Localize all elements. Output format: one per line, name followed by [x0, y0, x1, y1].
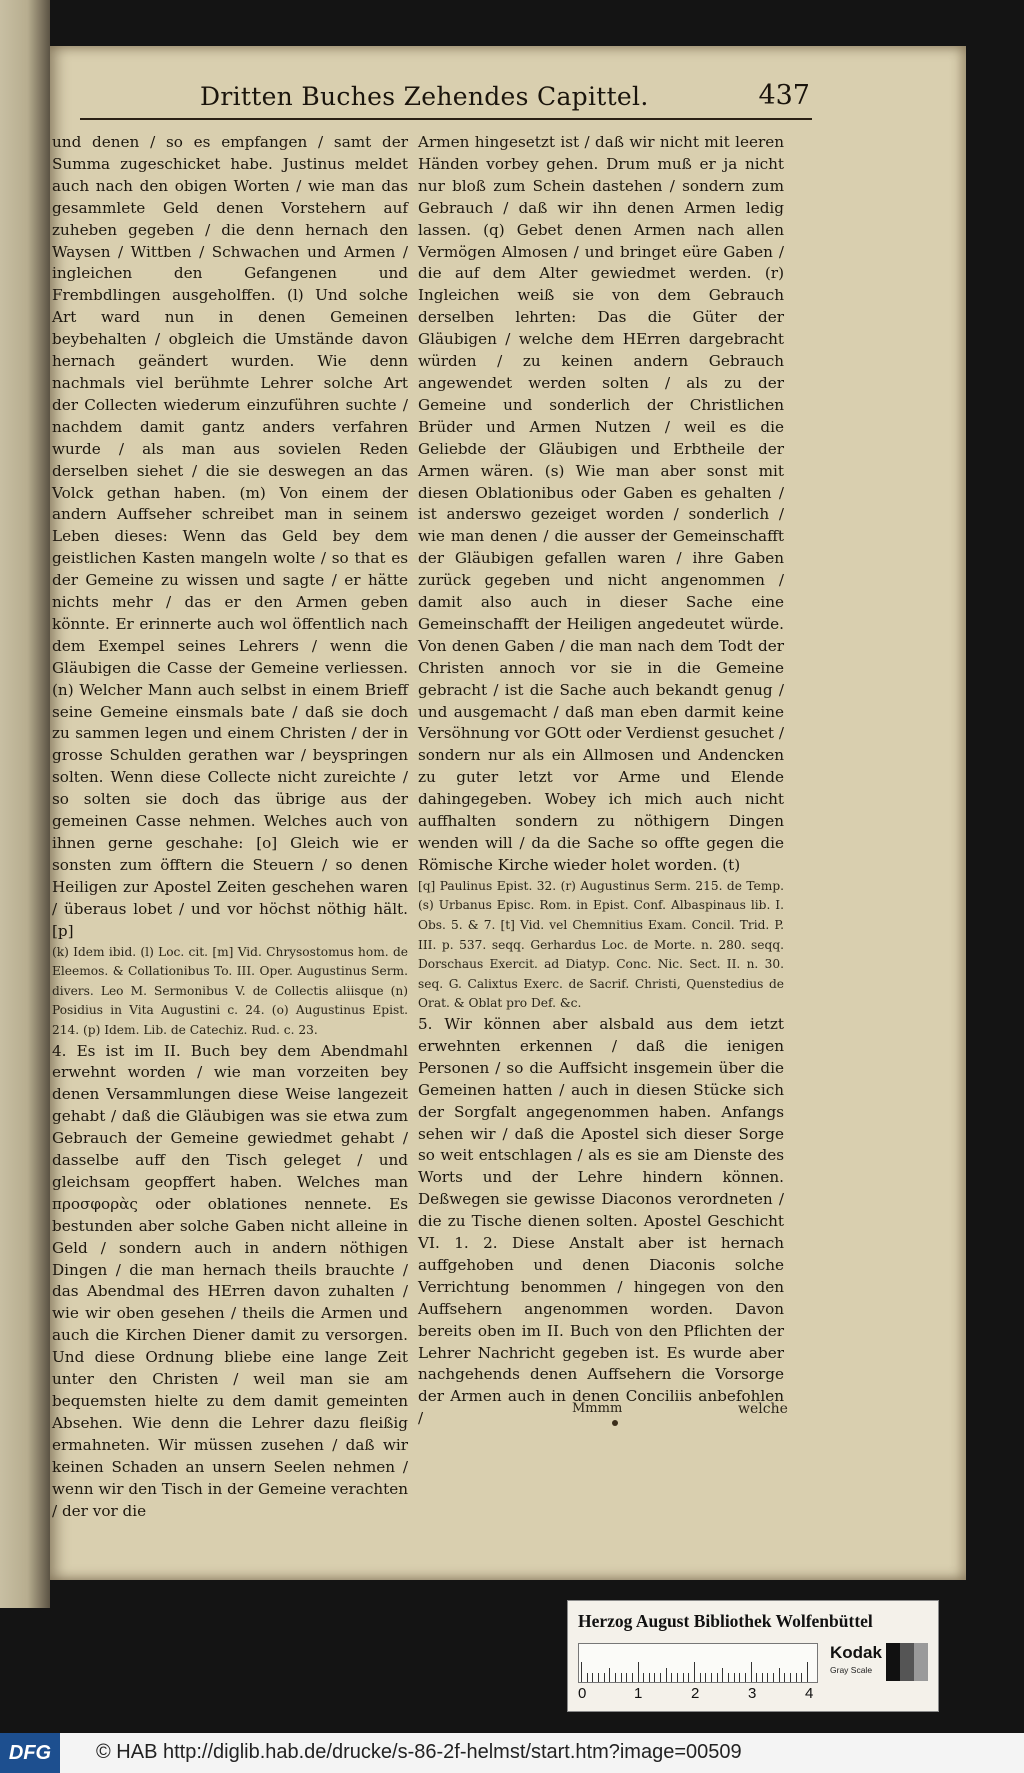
gray-swatch: [914, 1643, 928, 1681]
right-column: [418, 132, 784, 1430]
ruler-tick: [688, 1673, 689, 1682]
ruler-tick: [722, 1668, 723, 1682]
ruler-tick: [621, 1673, 622, 1682]
ruler-tick: [711, 1673, 712, 1682]
ruler-tick: [807, 1662, 808, 1682]
ruler-number: 4: [805, 1685, 814, 1702]
ruler-tick: [581, 1662, 582, 1682]
right-footnotes: [q] Paulinus Epist. 32. (r) Augustinus Serm. 215. de Temp. (s) Urbanus Episc. Rom. in Epist. Conf. Albaspinaus lib. I. Obs. 5. & 7. [t] Vid. vel Chemnitius Exam. Concil. Trid. P. III. p. 537. seqq. Gerhardus Loc. de Morte. n. 280. seqq. Dorschaus Exercit. ad Diatyp. Conc. Nic. Sect. II. n. 30. seq. G. Calixtus Exerc. de Sacrif. Christi, Quenstedius de Orat. & Oblat pro Def. &c.: [418, 878, 784, 1011]
ruler-tick: [654, 1673, 655, 1682]
ruler-tick: [632, 1673, 633, 1682]
ruler-tick: [728, 1673, 729, 1682]
ruler-scale: [578, 1643, 818, 1683]
right-paragraph-5: 5. Wir können aber alsbald aus dem ietzt erwehnten erkennen / daß die ienigen Personen / so die Auffsicht insgemein über die Gemeinen hatten / auch in diesen Stücke sich der Sorgfalt angegenommen haben. Anfangs sehen wir / daß die Apostel sich dieser Sorge so weit entschlagen / als es sie am Dienste des Worts und der Lehre hindern können. Deßwegen sie gewisse Diaconos verordneten / die zu Tische dienen solten. Apostel Geschicht VI. 1. 2. Diese Anstalt aber ist hernach auffgehoben und denen Diaconis solche Verrichtung benommen / hingegen von den Auffsehern angenommen worden. Davon bereits oben im II. Buch von den Pflichten der Lehrer Nachricht gegeben ist. Es wurde aber nachgehends denen Auffsehern die Vorsorge der Armen auch in denen Conciliis anbefohlen /: [418, 1014, 784, 1428]
page-number: 437: [758, 80, 810, 111]
gray-swatch: [900, 1643, 914, 1681]
kodak-brand: Kodak: [830, 1643, 882, 1662]
signature-mark: Mmmm: [572, 1401, 623, 1416]
pin-hole: [612, 1420, 618, 1426]
ruler-tick: [790, 1673, 791, 1682]
ruler-tick: [751, 1662, 752, 1682]
ruler-tick: [734, 1673, 735, 1682]
ruler-tick: [638, 1662, 639, 1682]
ruler-tick: [784, 1673, 785, 1682]
ruler-tick: [762, 1673, 763, 1682]
ruler-tick: [796, 1673, 797, 1682]
left-page-edge: [0, 0, 50, 1608]
ruler-tick: [779, 1668, 780, 1682]
ruler-tick: [700, 1673, 701, 1682]
ruler-number: 2: [691, 1685, 700, 1702]
ruler-tick: [705, 1673, 706, 1682]
left-column: [52, 132, 408, 1522]
ruler-tick: [801, 1673, 802, 1682]
ruler-tick: [604, 1673, 605, 1682]
right-paragraph-1: Armen hingesetzt ist / daß wir nicht mit leeren Händen vorbey gehen. Drum muß er ja nicht nur bloß zum Schein dastehen / sondern zum Gebrauch / daß wir ihn denen Armen ledig lassen. (q) Gebet denen Armen nach allen Vermögen Almosen / und bringet eüre Gaben / die auf dem Alter gewiedmet werden. (r) Ingleichen weiß sie von dem Gebrauch derselben lehrten: Das die Güter der Gläubigen / welche dem HErren dargebracht würden / zu keinen andern Gebrauch angewendet werden solten / als zu der Gemeine und sonderlich der Christlichen Brüder und Armen Nutzen / weil es die Geliebde der Gläubigen und Erbtheile der Armen wären. (s) Wie man aber sonst mit diesen Oblationibus oder Gaben es gehalten / ist anderswo gezeiget worden / sonderlich / wie man denen / die ausser der Gemeinschafft der Gläubigen gefallen waren / ihre Gaben zurück gegeben und nicht angenommen / damit also auch in dieser Sache eine Gemeinschafft der Heiligen angedeutet würde. Von denen Gaben / die man nach dem Todt der Christen annoch vor sie in die Gemeine gebracht / ist die Sache auch bekandt genug / und ausgemacht / daß man eben darmit keine Versöhnung vor GOtt oder Verdienst gesuchet / sondern nur als ein Allmosen und Andencken zu guter letzt vor Arme und Elende dahingegeben. Wobey ich mich auch nicht auffhalten sondern zu nöthigern Dingen wenden will / da die Sache so offte gegen die Römische Kirche wieder holet worden. (t): [418, 133, 784, 874]
ruler-tick: [745, 1673, 746, 1682]
library-label-card: [567, 1600, 939, 1712]
left-paragraph-4: 4. Es ist im II. Buch bey dem Abendmahl erwehnt worden / wie man vorzeiten bey denen Versammlungen diese Weise langezeit gehabt / daß die Gläubigen was sie etwa zum Gebrauch der Gemeine gewiedmet gehabt / dasselbe auff den Tisch geleget / und gleichsam geopffert haben. Welches man προσφορὰς oder oblationes nennete. Es bestunden aber solche Gaben nicht alleine in Geld / sondern auch in andern nöthigen Dingen / die man hernach theils brauchte / das Abendmal des HErren davon zuhalten / wie wir oben gesehen / theils die Armen und auch die Kirchen Diener damit zu versorgen. Und diese Ordnung bliebe eine lange Zeit unter den Christen / weil man sie am bequemsten hielte zu dem damit gemeinten Absehen. Wie denn die Lehrer dazu fleißig ermahneten. Wir müssen zusehen / daß wir keinen Schaden an unsern Seelen nehmen / wenn wir den Tisch in der Gemeine verachten / der vor die: [52, 1041, 408, 1520]
ruler-number: 3: [748, 1685, 757, 1702]
library-name: Herzog August Bibliothek Wolfenbüttel: [578, 1611, 873, 1631]
ruler-tick: [666, 1668, 667, 1682]
ruler-tick: [598, 1673, 599, 1682]
running-header: [80, 80, 810, 120]
ruler-tick: [671, 1673, 672, 1682]
ruler-tick: [756, 1673, 757, 1682]
credit-link[interactable]: © HAB http://diglib.hab.de/drucke/s-86-2f-helmst/start.htm?image=00509: [96, 1741, 742, 1763]
ruler-tick: [649, 1673, 650, 1682]
left-footnotes: (k) Idem ibid. (l) Loc. cit. [m] Vid. Chrysostomus hom. de Eleemos. & Collationibus To. III. Oper. Augustinus Serm. divers. Leo M. Sermonibus V. de Collectis aliisque (n) Posidius in Vita Augustini c. 24. (o) Augustinus Epist. 214. (p) Idem. Lib. de Catechiz. Rud. c. 23.: [52, 944, 408, 1037]
ruler-number: 1: [634, 1685, 643, 1702]
ruler-tick: [609, 1668, 610, 1682]
ruler-tick: [592, 1673, 593, 1682]
ruler-tick: [717, 1673, 718, 1682]
ruler-tick: [643, 1673, 644, 1682]
ruler-tick: [767, 1673, 768, 1682]
ruler-number: 0: [578, 1685, 587, 1702]
ruler-tick: [683, 1673, 684, 1682]
ruler-tick: [587, 1673, 588, 1682]
ruler-tick: [694, 1662, 695, 1682]
left-paragraph-1: und denen / so es empfangen / samt der Summa zugeschicket habe. Justinus meldet auch nach den obigen Worten / wie man das gesammlete Geld denen Vorstehern auf zuheben gegeben / die denn hernach den Waysen / Wittben / Schwachen und Armen / ingleichen den Gefangenen und Frembdlingen ausgeholffen. (l) Und solche Art ward nun in denen Gemeinen beybehalten / obgleich die Umstände davon hernach geändert wurden. Wie denn nachmals viel berühmte Lehrer solche Art der Collecten wiederum einzuführen suchte / nachdem damit gantz anders verfahren wurde / als man aus sovielen Reden derselben siehet / die sie deswegen an das Volck gethan haben. (m) Von einem der andern Auffseher schreibet man in seinem Leben dieses: Wenn das Geld bey dem geistlichen Kasten mangeln wolte / so that es der Gemeine zu wissen und sagte / er hätte nichts mehr / das er den Armen geben könnte. Er erinnerte auch wol öffentlich nach dem Exempel seines Lehrers / wenn die Gläubigen die Casse der Gemeine verliessen. (n) Welcher Mann auch selbst in einem Brieff seine Gemeine einsmals bate / daß sie doch zu sammen legen und einem Christen / der in grosse Schulden gerathen war / beyspringen solten. Wenn diese Collecte nicht zureichte / so solten sie doch das übrige aus der gemeinen Casse nehmen. Welches auch von ihnen gerne geschahe: [o] Gleich wie er sonsten zum öfftern die Steuern / so denen Heiligen zur Apostel Zeiten geschehen waren / überaus lobet / und vor höchst nöthig hält. [p]: [52, 133, 408, 940]
viewer-footer: [0, 1733, 1024, 1773]
ruler-tick: [739, 1673, 740, 1682]
ruler-tick: [615, 1673, 616, 1682]
running-title: Dritten Buches Zehendes Capittel.: [200, 82, 649, 111]
catchword: welche: [738, 1401, 788, 1417]
ruler-tick: [660, 1673, 661, 1682]
gray-swatch: [886, 1643, 900, 1681]
ruler-tick: [773, 1673, 774, 1682]
ruler-tick: [677, 1673, 678, 1682]
header-rule: [80, 118, 812, 120]
ruler-tick: [626, 1673, 627, 1682]
gray-scale-label: Gray Scale: [830, 1665, 873, 1675]
dfg-logo: DFG: [0, 1733, 60, 1773]
